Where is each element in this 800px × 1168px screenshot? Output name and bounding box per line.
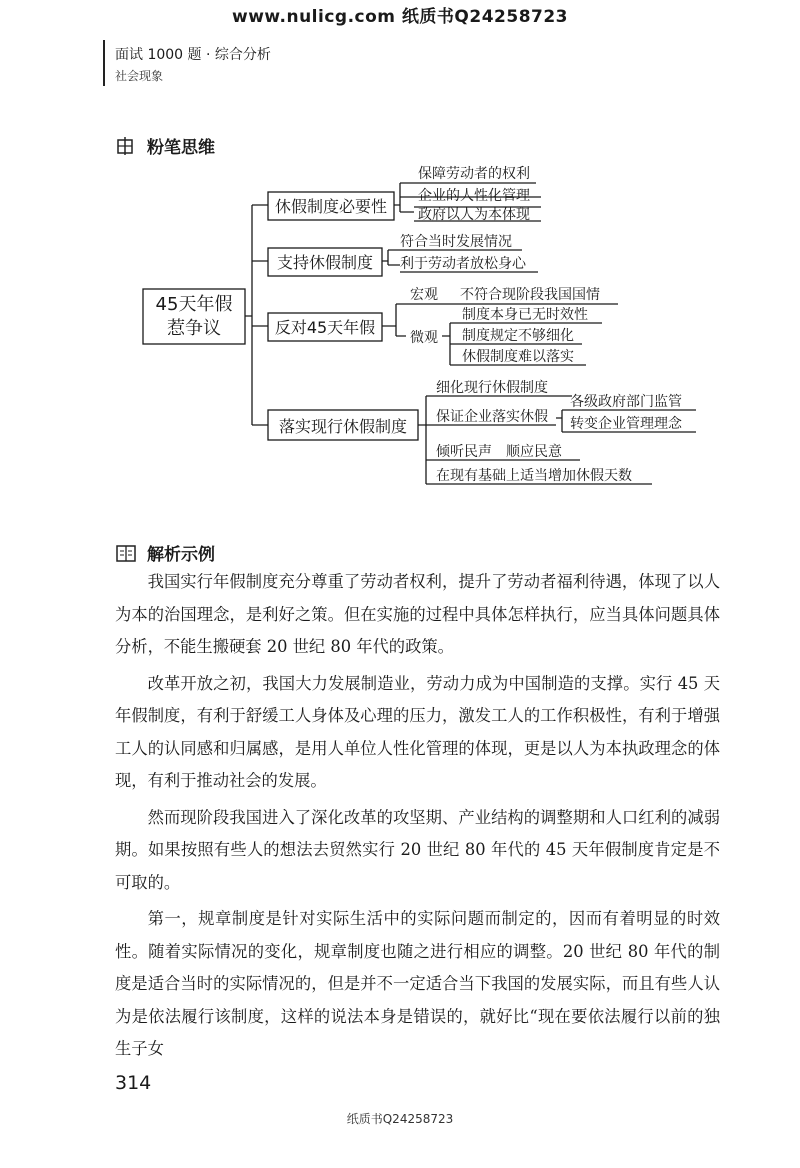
branch2-leaf: 符合当时发展情况 [400, 234, 512, 250]
branch4-leaf: 在现有基础上适当增加休假天数 [436, 468, 632, 484]
bottom-watermark: 纸质书Q24258723 [346, 1112, 454, 1126]
paragraph: 第一，规章制度是针对实际生活中的实际问题而制定的，因而有着明显的时效性。随着实际情况的变化，规章制度也随之进行相应的调整。20 世纪 80 年代的制度是适合当时的实际情况的，但是并不一定适合当下我国的发展实际，而且有些人认为是依法履行该制度，这样的说法本身是错误的，就好比“现在要依法履行以前的独生子女 [115, 909, 720, 1058]
mindmap-diagram [0, 0, 800, 520]
branch1-label: 休假制度必要性 [274, 197, 388, 216]
branch4-subleaf: 转变企业管理理念 [570, 416, 682, 432]
micro-leaf: 制度规定不够细化 [462, 328, 574, 344]
mindmap-root-line2: 惹争议 [167, 318, 221, 339]
mindmap-spine [245, 205, 268, 425]
branch4-label: 落实现行休假制度 [278, 417, 408, 436]
micro-label: 微观 [410, 330, 438, 346]
analysis-body [115, 566, 720, 1066]
branch2-label: 支持休假制度 [276, 253, 374, 272]
section-heading-analysis [115, 540, 215, 565]
paragraph: 我国实行年假制度充分尊重了劳动者权利，提升了劳动者福利待遇，体现了以人为本的治国理念，是利好之策。但在实施的过程中具体怎样执行，应当具体问题具体分析，不能生搬硬套 20 世纪 80 年代的政策。 [115, 572, 720, 656]
book-title: 面试 1000 题 · 综合分析 [115, 47, 271, 63]
book-category: 社会现象 [115, 69, 164, 83]
macro-text: 不符合现阶段我国国情 [460, 287, 600, 303]
branch4-subleaf: 各级政府部门监管 [570, 394, 682, 410]
section-title: 粉笔思维 [147, 138, 215, 158]
book-icon [115, 543, 137, 563]
branch1-leaf: 保障劳动者的权利 [418, 166, 530, 182]
paragraph: 改革开放之初，我国大力发展制造业，劳动力成为中国制造的支撑。实行 45 天年假制度，有利于舒缓工人身体及心理的压力，激发工人的工作积极性，有利于增强工人的认同感和归属感，是用人单位人性化管理的体现，更是以人为本执政理念的体现，有利于推动社会的发展。 [115, 673, 720, 790]
branch3-label: 反对45天年假 [274, 318, 376, 337]
macro-label: 宏观 [410, 287, 438, 303]
top-watermark: www.nulicg.com 纸质书Q24258723 [231, 7, 569, 27]
branch2-leaf: 利于劳动者放松身心 [400, 256, 526, 272]
page-number: 314 [115, 1072, 152, 1094]
branch1-leaf: 企业的人性化管理 [418, 188, 530, 204]
branch1-leaf: 政府以人为本体现 [418, 207, 530, 223]
paragraph: 然而现阶段我国进入了深化改革的攻坚期、产业结构的调整期和人口红利的减弱期。如果按照有些人的想法去贸然实行 20 世纪 80 年代的 45 天年假制度肯定是不可取的。 [115, 807, 720, 892]
branch4-leaf: 细化现行休假制度 [436, 380, 548, 396]
mindmap-root-line1: 45天年假 [155, 294, 233, 315]
section-title: 解析示例 [147, 545, 215, 565]
branch4-leaf: 保证企业落实休假 [436, 409, 548, 425]
micro-leaf: 休假制度难以落实 [462, 349, 574, 365]
branch4-leaf: 倾听民声 顺应民意 [436, 444, 562, 460]
micro-leaf: 制度本身已无时效性 [462, 307, 588, 323]
